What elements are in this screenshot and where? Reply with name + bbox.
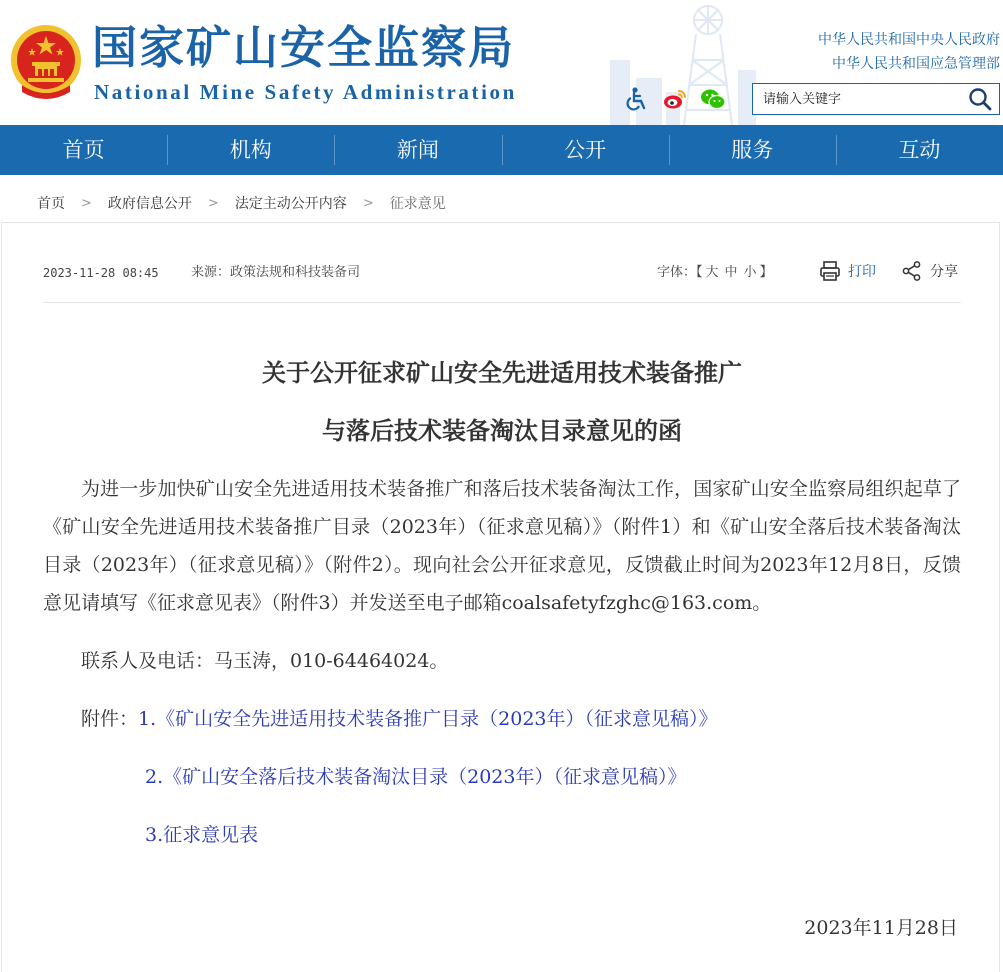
print-button[interactable] xyxy=(819,260,876,282)
printer-icon xyxy=(819,260,841,282)
breadcrumb-current: 征求意见 xyxy=(389,196,446,212)
share-label: 分享 xyxy=(930,264,958,280)
link-central-government[interactable]: 中华人民共和国中央人民政府 xyxy=(818,32,1000,48)
search-box xyxy=(752,83,1000,115)
meta-divider xyxy=(43,302,961,303)
site-name-english: National Mine Safety Administration xyxy=(94,80,517,104)
nav-news[interactable]: 新闻 xyxy=(334,125,501,175)
breadcrumb-statutory[interactable]: 法定主动公开内容 xyxy=(234,196,347,212)
link-emergency-ministry[interactable]: 中华人民共和国应急管理部 xyxy=(832,56,1000,72)
share-icon xyxy=(901,260,923,282)
breadcrumb xyxy=(37,193,446,213)
site-header xyxy=(0,0,1003,125)
main-nav xyxy=(0,125,1003,175)
utility-icons xyxy=(624,86,726,112)
article-container xyxy=(1,222,1000,972)
attachment-row xyxy=(81,700,961,738)
weibo-icon[interactable] xyxy=(662,86,688,112)
font-size-large[interactable]: 大 xyxy=(705,265,719,280)
font-size-bracket: 】 xyxy=(759,265,773,280)
attachment-row xyxy=(81,816,961,854)
article-body xyxy=(43,470,961,854)
attachment-row xyxy=(81,758,961,796)
attachment-link-3[interactable]: 3.征求意见表 xyxy=(145,824,259,846)
attachment-link-1[interactable]: 1.《矿山安全先进适用技术装备推广目录（2023年）（征求意见稿）》 xyxy=(138,708,718,730)
article-paragraph: 为进一步加快矿山安全先进适用技术装备推广和落后技术装备淘汰工作，国家矿山安全监察局组织起草了《矿山安全先进适用技术装备推广目录（2023年）（征求意见稿）》（附件1）和《矿山安全落后技术装备淘汰目录（2023年）（征求意见稿）》（附件2）。现向社会公开征求意见，反馈截止时间为2023年12月8日，反馈意见请填写《征求意见表》（附件3）并发送至电子邮箱coalsafetyfzghc@163.com。 xyxy=(43,478,961,614)
site-name: 国家矿山安全监察局 xyxy=(92,21,516,74)
accessibility-icon[interactable] xyxy=(624,86,650,112)
nav-disclosure[interactable]: 公开 xyxy=(502,125,669,175)
gov-links xyxy=(818,28,1000,76)
publish-date: 2023-11-28 08:45 xyxy=(43,266,159,280)
wechat-icon[interactable] xyxy=(700,86,726,112)
font-size-control xyxy=(657,264,773,282)
chevron-right-icon: > xyxy=(81,195,92,211)
attachment-link-2[interactable]: 2.《矿山安全落后技术装备淘汰目录（2023年）（征求意见稿）》 xyxy=(145,766,687,788)
article-meta xyxy=(43,264,961,284)
contact-info: 联系人及电话：马玉涛，010-64464024。 xyxy=(81,650,449,672)
font-size-small[interactable]: 小 xyxy=(743,265,757,280)
search-input[interactable] xyxy=(753,84,958,114)
print-label: 打印 xyxy=(848,264,876,280)
nav-interaction[interactable]: 互动 xyxy=(836,125,1003,175)
article-source: 来源：政策法规和科技装备司 xyxy=(191,265,361,280)
nav-organization[interactable]: 机构 xyxy=(167,125,334,175)
article-title-line2: 与落后技术装备淘汰目录意见的函 xyxy=(322,416,682,445)
share-button[interactable] xyxy=(901,260,958,282)
signature-date: 2023年11月28日 xyxy=(804,917,958,939)
breadcrumb-gov-info[interactable]: 政府信息公开 xyxy=(107,196,192,212)
breadcrumb-home[interactable]: 首页 xyxy=(37,196,65,212)
attachments xyxy=(43,700,961,854)
national-emblem-icon xyxy=(8,22,84,102)
chevron-right-icon: > xyxy=(362,195,374,211)
chevron-right-icon: > xyxy=(207,195,219,211)
font-size-label: 字体：【 xyxy=(657,265,703,280)
font-size-medium[interactable]: 中 xyxy=(724,265,738,280)
attachments-label: 附件： xyxy=(81,708,139,730)
nav-home[interactable]: 首页 xyxy=(62,138,105,162)
search-icon[interactable] xyxy=(967,87,993,111)
nav-service[interactable]: 服务 xyxy=(669,125,836,175)
article-title-line1: 关于公开征求矿山安全先进适用技术装备推广 xyxy=(262,358,742,387)
